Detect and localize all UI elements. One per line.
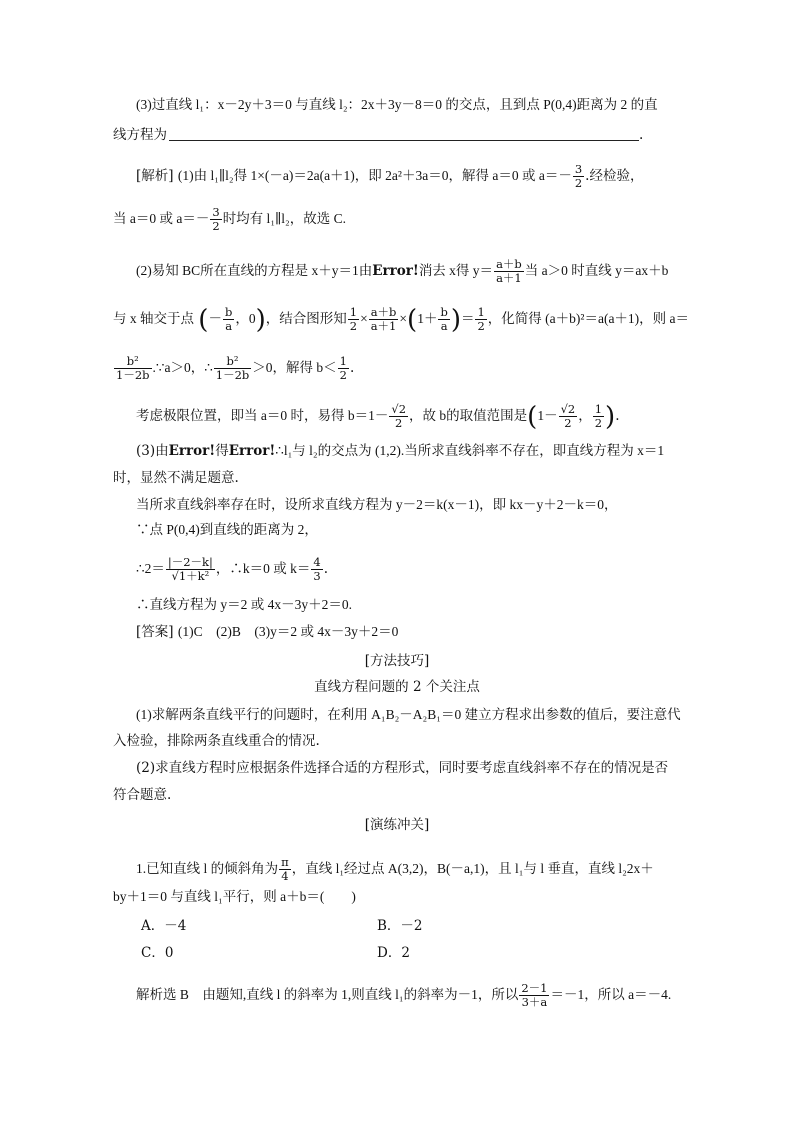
- practice-heading: [演练冲关]: [364, 817, 430, 833]
- analysis-p2-line2: 与 x 轴交于点 (－ $\frac{b}{a}$ ，0)，结合图形知 $\frac{1}{2}$ × $\frac{a+b}{a+1}$ ×(1＋ $\frac{b}{a}$ )＝ $\frac{1}{2}$ ，化简得 (a＋b)²＝a(a＋1)，则 a＝: [113, 305, 690, 335]
- analysis-p7: ∵点 P(0,4)到直线的距离为 2，: [136, 522, 318, 537]
- fraction: $\frac{\pi}{4}$: [281, 855, 289, 883]
- error-text: Error!: [168, 443, 216, 459]
- fraction: $\frac{a+b}{a+1}$: [496, 257, 522, 285]
- analysis-p4: (3)由Error!得Error!∴l₁与 l₂的交点为 (1,2).当所求直线斜率不存在，即直线方程为 x＝1: [136, 443, 665, 459]
- practice-solution: 解析选 B 由题知,直线 l 的斜率为 1,则直线 l₁的斜率为－1，所以 $\frac{2-1}{3+a}$ ＝－1，所以 a＝－4.: [136, 981, 672, 1009]
- fraction: $\frac{b}{a}$: [440, 305, 448, 333]
- fraction: $\frac{a+b}{a+1}$: [370, 305, 397, 333]
- answer-line: [答案] (1)C (2)B (3)y＝2 或 4x－3y＋2＝0: [136, 624, 399, 640]
- method-item1-line2: 入检验，排除两条直线重合的情况.: [113, 733, 320, 749]
- q3-stem-line1: (3)过直线 l₁：x－2y＋3＝0 与直线 l₂：2x＋3y－8＝0 的交点，且到点 P(0,4)距离为 2 的直: [136, 97, 658, 112]
- option-c: C．0: [141, 945, 174, 961]
- fraction: $\frac{3}{2}$: [212, 205, 220, 233]
- fraction: $\frac{1}{2}$: [339, 354, 347, 382]
- method-item1-line1: (1)求解两条直线平行的问题时，在利用 A₁B₂－A₂B₁＝0 建立方程求出参数的值后，要注意代: [136, 707, 681, 722]
- analysis-p3: 考虑极限位置，即当 a＝0 时，易得 b＝1－ $\frac{√2}{2}$ ，故 b的取值范围是(1－ $\frac{√2}{2}$ ， $\frac{1}{2}$ ).: [136, 402, 620, 432]
- analysis-p2-line3: $\frac{\text{b²}}{1-2b}$ .∵a＞0，∴ $\frac{\text{b²}}{1-2b}$ ＞0，解得 b＜ $\frac{1}{2}$ .: [116, 354, 355, 382]
- analysis-p1-line1: [解析] (1)由 l₁∥l₂得 1×(－a)＝2a(a＋1)，即 2a²＋3a＝0，解得 a＝0 或 a＝－ $\frac{3}{2}$ .经检验，: [136, 162, 644, 190]
- option-a: A．－4: [141, 918, 187, 934]
- analysis-p2-line1: (2)易知 BC所在直线的方程是 x＋y＝1由Error!消去 x得 y＝ $\frac{a+b}{a+1}$ 当 a＞0 时直线 y＝ax＋b: [136, 257, 669, 285]
- fraction: $\frac{3}{2}$: [574, 162, 583, 190]
- fraction: $\frac{2-1}{3+a}$: [521, 981, 548, 1009]
- fraction: $\frac{1}{2}$: [349, 305, 358, 333]
- fraction: $\frac{1}{2}$: [594, 402, 603, 430]
- analysis-p1-line2: 当 a＝0 或 a＝－ $\frac{3}{2}$ 时均有 l₁∥l₂，故选 C.: [113, 205, 346, 233]
- fraction: $\frac{√2}{2}$: [391, 402, 407, 430]
- analysis-p8: ∴2＝ $\frac{|-2-k|}{\text{√1＋k²}}$ ，∴k＝0 或 k＝ $\frac{4}{3}$ .: [136, 555, 329, 583]
- answer-blank: [169, 126, 639, 141]
- practice-q1-line1: 1.已知直线 l 的倾斜角为 $\frac{\pi}{4}$ ，直线 l₁经过点 A(3,2)，B(－a,1)，且 l₁与 l 垂直，直线 l₂2x＋: [136, 855, 654, 883]
- error-text: Error!: [372, 263, 419, 279]
- error-text: Error!: [228, 443, 276, 459]
- analysis-p9: ∴直线方程为 y＝2 或 4x－3y＋2＝0.: [136, 597, 352, 612]
- fraction: $\frac{b}{a}$: [224, 305, 233, 333]
- option-b: B．－2: [377, 918, 423, 934]
- fraction: $\frac{1}{2}$: [477, 305, 485, 333]
- method-item2-line2: 符合题意.: [113, 787, 172, 803]
- fraction: $\frac{\text{b²}}{1-2b}$: [215, 354, 250, 382]
- option-d: D．2: [377, 945, 410, 961]
- practice-q1-line2: by＋1＝0 与直线 l₁平行，则 a＋b＝( ): [113, 889, 356, 904]
- analysis-p6: 当所求直线斜率存在时，设所求直线方程为 y－2＝k(x－1)，即 kx－y＋2－k＝0，: [136, 497, 618, 512]
- method-item2-line1: (2)求直线方程时应根据条件选择合适的方程形式，同时要考虑直线斜率不存在的情况是否: [136, 760, 669, 776]
- analysis-p5: 时，显然不满足题意.: [113, 470, 239, 486]
- q3-stem-line2: 线方程为 .: [113, 127, 644, 143]
- fraction: $\frac{√2}{2}$: [560, 402, 576, 430]
- fraction: $\frac{|-2-k|}{\text{√1＋k²}}$: [167, 555, 213, 583]
- method-title: 直线方程问题的 2 个关注点: [314, 679, 480, 695]
- fraction: $\frac{\text{b²}}{1-2b}$: [116, 354, 150, 382]
- fraction: $\frac{4}{3}$: [313, 555, 321, 583]
- method-heading: [方法技巧]: [364, 653, 430, 669]
